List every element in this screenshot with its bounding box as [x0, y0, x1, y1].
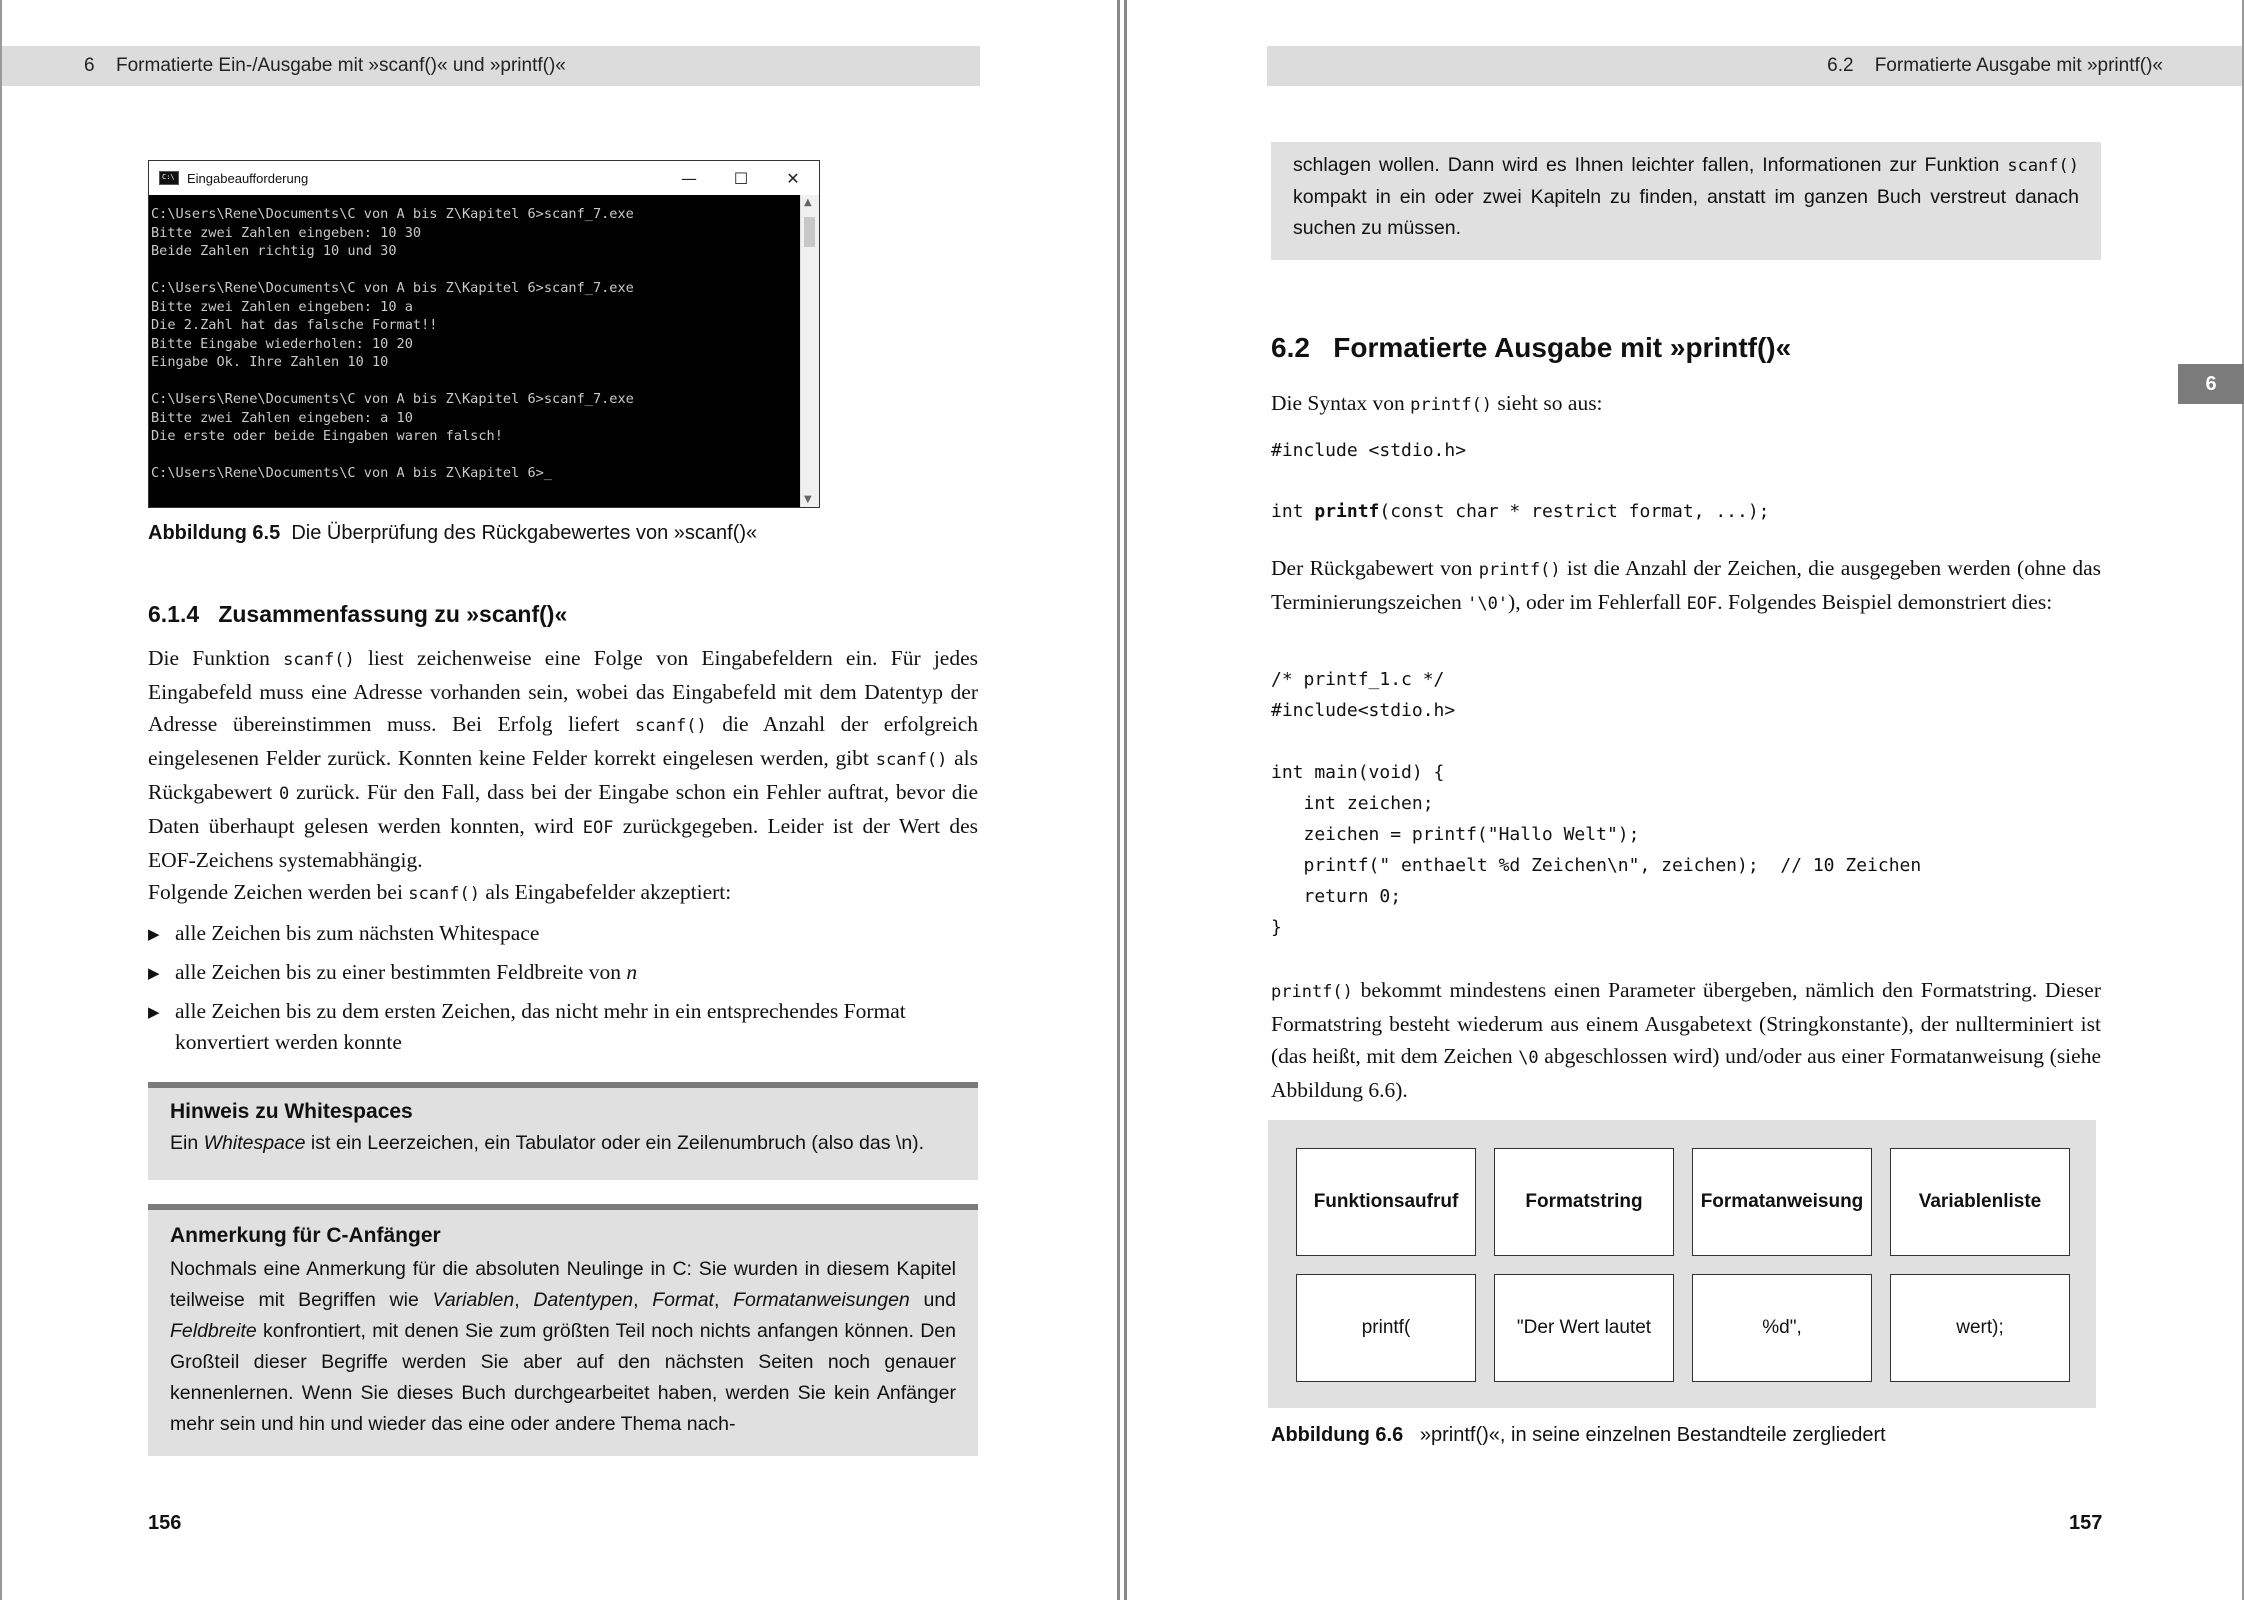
- inline-code: scanf(): [283, 650, 355, 670]
- text-run: zurück. Für den Fall, dass bei der Eingabe schon ein Fehler auftrat, bevor die Daten überhaupt gelesen werden konnten, wird: [148, 780, 979, 838]
- code-function-name: printf: [1314, 501, 1380, 522]
- note-box-whitespaces: [148, 1082, 978, 1180]
- bullet-marker: ▶: [148, 925, 160, 943]
- example-code-listing: /* printf_1.c */ #include<stdio.h> int main(void) { int zeichen; zeichen = printf("Hallo Welt"); printf(" enthaelt %d Zeichen\n", zeichen); // 10 Zeichen return 0; }: [1271, 669, 1922, 938]
- figure-caption-6-5: [148, 522, 757, 545]
- note-text: [1293, 150, 2079, 244]
- header-chapter-title: Formatierte Ein-/Ausgabe mit »scanf()« und »printf()«: [116, 55, 566, 76]
- header-section-number: 6.2: [1827, 55, 1854, 76]
- emphasis: Formatanweisungen: [733, 1289, 910, 1311]
- emphasis: Format: [652, 1289, 714, 1311]
- diagram-value-variable-list: wert);: [1890, 1274, 2070, 1382]
- running-header-left: [2, 46, 980, 86]
- diagram-value-format-string: "Der Wert lautet: [1494, 1274, 1674, 1382]
- section-heading-6-1-4: [148, 601, 567, 628]
- paragraph-format-string: [1271, 974, 2101, 1106]
- text-run: ,: [514, 1289, 534, 1311]
- inline-code: scanf(): [875, 750, 948, 770]
- page-number-left: 156: [148, 1512, 182, 1534]
- paragraph-accepted-chars: [148, 876, 978, 910]
- text-run: Nochmals eine Anmerkung für die absoluten Neulinge in C: Sie wurden in diesem Kapitel teilweise mit Begriffen wie: [170, 1258, 956, 1311]
- running-header-right: [1267, 46, 2244, 86]
- text-run: ist die Anzahl der Zeichen, die ausgegeben werden (ohne das Terminierungszeichen: [1271, 556, 2101, 614]
- diagram-value-function-call: printf(: [1296, 1274, 1476, 1382]
- emphasis: Whitespace: [203, 1132, 306, 1154]
- text-run: die Anzahl der erfolgreich eingelesenen Felder zurück. Konnten keine Felder korrekt eingelesen werden, gibt: [148, 712, 979, 770]
- list-item-text: alle Zeichen bis zum nächsten Whitespace: [175, 921, 540, 945]
- list-item: [148, 957, 978, 988]
- emphasis: Variablen: [432, 1289, 515, 1311]
- note-text: [170, 1254, 956, 1440]
- maximize-icon: ☐: [733, 168, 749, 188]
- text-run: sieht so aus:: [1492, 391, 1603, 415]
- console-titlebar: [149, 161, 819, 195]
- text-run: Die Syntax von: [1271, 391, 1411, 415]
- section-number: 6.2: [1271, 332, 1310, 363]
- close-icon: ✕: [786, 168, 800, 188]
- code-token: int: [1271, 501, 1315, 522]
- diagram-value-format-directive: %d",: [1692, 1274, 1872, 1382]
- text-run: ,: [633, 1289, 653, 1311]
- terminal-icon: [159, 171, 179, 185]
- text-run: Der Rückgabewert von: [1271, 556, 1479, 580]
- text-run: ), oder im Fehlerfall: [1508, 590, 1687, 614]
- section-title: Formatierte Ausgabe mit »printf()«: [1333, 332, 1792, 363]
- syntax-include: #include <stdio.h>: [1271, 440, 1467, 461]
- figure-caption-text: »printf()«, in seine einzelnen Bestandteile zergliedert: [1419, 1424, 1886, 1446]
- figure-caption-text: Die Überprüfung des Rückgabewertes von »scanf()«: [291, 522, 758, 544]
- figure-label: Abbildung 6.5: [148, 522, 281, 544]
- figure-caption-6-6: [1271, 1424, 1886, 1447]
- list-item: [148, 918, 978, 949]
- scroll-up-icon: ▲: [804, 197, 812, 208]
- paragraph-scanf-summary: [148, 642, 978, 876]
- text-run: . Folgendes Beispiel demonstriert dies:: [1717, 590, 2053, 614]
- inline-code: scanf(): [635, 716, 707, 736]
- note-box-beginners: [148, 1204, 978, 1456]
- text-run: bekommt mindestens einen Parameter übergeben, nämlich den Formatstring. Dieser Formatstring besteht wiederum aus einem Ausgabetext (Stringkonstante), der nullterminiert ist (das heißt, mit dem Zeichen: [1271, 978, 2101, 1068]
- note-title: Anmerkung für C-Anfänger: [170, 1224, 441, 1247]
- bullet-list: [148, 918, 978, 1066]
- inline-code: printf(): [1478, 560, 1561, 580]
- bullet-marker: ▶: [148, 964, 160, 982]
- text-run: liest zeichenweise eine Folge von Eingabefeldern ein. Für jedes Eingabefeld muss eine Adresse vorhanden sein, wobei das Eingabefeld mit dem Datentyp der Adresse übereinstimmen muss. Bei Erfolg liefert: [148, 646, 978, 736]
- syntax-prototype: [1271, 496, 1770, 527]
- emphasis: Feldbreite: [170, 1320, 257, 1342]
- diagram-header-function-call: Funktionsaufruf: [1296, 1148, 1476, 1256]
- text-run: schlagen wollen. Dann wird es Ihnen leichter fallen, Informationen zur Funktion: [1293, 154, 2008, 176]
- text-run: Folgende Zeichen werden bei: [148, 880, 409, 904]
- paragraph-return-value: [1271, 552, 2101, 620]
- inline-code: printf(): [1271, 982, 1353, 1002]
- list-item-text: alle Zeichen bis zu einer bestimmten Feldbreite von: [175, 960, 627, 984]
- text-run: ist ein Leerzeichen, ein Tabulator oder ein Zeilenumbruch (also das \n).: [305, 1132, 925, 1154]
- figure-label: Abbildung 6.6: [1271, 1424, 1404, 1446]
- note-text: [170, 1128, 956, 1159]
- left-page: [0, 0, 1120, 1600]
- text-run: Die Funktion: [148, 646, 284, 670]
- header-chapter-number: 6: [84, 55, 95, 76]
- inline-code: EOF: [1686, 594, 1718, 614]
- minimize-icon: —: [681, 168, 697, 188]
- emphasis: Datentypen: [533, 1289, 634, 1311]
- inline-code: \0: [1518, 1048, 1539, 1068]
- text-run: ,: [713, 1289, 734, 1311]
- inline-code: scanf(): [2007, 156, 2079, 176]
- text-run: abgeschlossen wird) und/oder aus einer Formatanweisung (siehe Abbildung 6.6).: [1271, 1044, 2101, 1102]
- bullet-marker: ▶: [148, 1003, 160, 1021]
- paragraph-syntax-intro: [1271, 387, 2101, 421]
- inline-code: '\0': [1467, 594, 1509, 614]
- inline-code: scanf(): [408, 884, 480, 904]
- text-run: Ein: [170, 1132, 204, 1154]
- list-item-emphasis: n: [626, 960, 638, 984]
- printf-parts-diagram: [1268, 1120, 2096, 1408]
- text-run: und: [909, 1289, 957, 1311]
- text-run: als Eingabefelder akzeptiert:: [479, 880, 732, 904]
- list-item: [148, 996, 978, 1058]
- scroll-thumb: [804, 217, 815, 247]
- continued-note-box: [1271, 142, 2101, 260]
- console-output: C:\Users\Rene\Documents\C von A bis Z\Kapitel 6>scanf_7.exe Bitte zwei Zahlen eingeben: 10 30 Beide Zahlen richtig 10 und 30 C:\Users\Rene\Documents\C von A bis Z\Kapitel 6>scanf_7.exe Bitte zwei Zahlen eingeben: 10 a Die 2.Zahl hat das falsche Format!! Bitte Eingabe wiederholen: 10 20 Eingabe Ok. Ihre Zahlen 10 10 C:\Users\Rene\Documents\C von A bis Z\Kapitel 6>scanf_7.exe Bitte zwei Zahlen eingeben: a 10 Die erste oder beide Eingaben waren falsch! C:\Users\Rene\Documents\C von A bis Z\Kapitel 6>_: [149, 195, 801, 507]
- inline-code: 0: [279, 784, 290, 804]
- list-item-text: alle Zeichen bis zu dem ersten Zeichen, das nicht mehr in ein entsprechendes Format konvertiert werden konnte: [175, 999, 906, 1054]
- chapter-thumb-tab: 6: [2178, 364, 2244, 404]
- text-run: konfrontiert, mit denen Sie zum größten Teil noch nichts anfangen können. Den Großteil dieser Begriffe werden Sie aber auf den nächsten Seiten noch genauer kennenlernen. Wenn Sie dieses Buch durchgearbeitet haben, werden Sie kein Anfänger mehr sein und hin und wieder das eine oder andere Thema nach-: [170, 1320, 956, 1435]
- console-window-figure: [148, 160, 820, 508]
- diagram-header-variable-list: Variablenliste: [1890, 1148, 2070, 1256]
- console-title: Eingabeaufforderung: [187, 170, 309, 186]
- section-number: 6.1.4: [148, 601, 200, 627]
- scroll-down-icon: ▼: [804, 494, 812, 505]
- diagram-header-format-string: Formatstring: [1494, 1148, 1674, 1256]
- diagram-header-format-directive: Formatanweisung: [1692, 1148, 1872, 1256]
- text-run: kompakt in ein oder zwei Kapiteln zu finden, anstatt im ganzen Buch verstreut danach suchen zu müssen.: [1293, 186, 2079, 239]
- note-title: Hinweis zu Whitespaces: [170, 1100, 413, 1123]
- header-section-title: Formatierte Ausgabe mit »printf()«: [1874, 55, 2163, 76]
- text-run: als Rückgabewert: [148, 746, 979, 804]
- inline-code: printf(): [1410, 395, 1493, 415]
- section-title: Zusammenfassung zu »scanf()«: [218, 601, 568, 627]
- page-number-right: 157: [2069, 1512, 2103, 1534]
- code-token: (const char * restrict format, ...);: [1379, 501, 1770, 522]
- text-run: zurückgegeben. Leider ist der Wert des EOF-Zeichens systemabhängig.: [148, 814, 978, 872]
- inline-code: EOF: [582, 818, 614, 838]
- section-heading-6-2: [1271, 332, 1791, 364]
- console-scrollbar: [800, 195, 819, 507]
